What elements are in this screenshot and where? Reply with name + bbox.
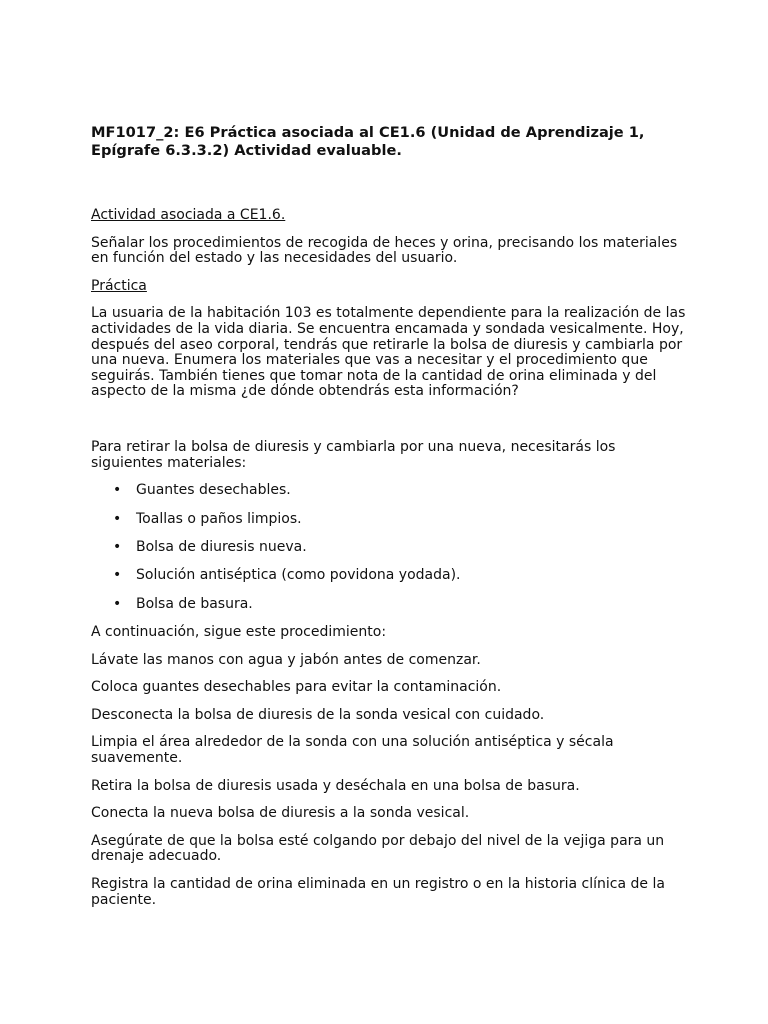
materials-list (91, 483, 691, 612)
material-text: Solución antiséptica (como povidona yodada). (136, 567, 461, 584)
bullet-icon: • (113, 595, 122, 612)
activity-heading: Actividad asociada a CE1.6. (91, 207, 286, 223)
practice-heading: Práctica (91, 277, 147, 294)
material-text: Toallas o paños limpios. (136, 510, 302, 527)
procedure-step: Registra la cantidad de orina eliminada en un registro o en la historia clínica de la paciente. (91, 876, 665, 908)
list-item (91, 540, 691, 556)
bullet-icon: • (113, 510, 122, 527)
bullet-icon: • (113, 567, 122, 584)
list-item (91, 597, 691, 613)
document-title: MF1017_2: E6 Práctica asociada al CE1.6 (Unidad de Aprendizaje 1, Epígrafe 6.3.3.2) Actividad evaluable. (91, 124, 645, 159)
bullet-icon: • (113, 538, 122, 555)
procedure-step: Asegúrate de que la bolsa esté colgando por debajo del nivel de la vejiga para un drenaje adecuado. (91, 832, 665, 865)
procedure-step: Lávate las manos con agua y jabón antes de comenzar. (91, 651, 481, 668)
procedure-step: Limpia el área alrededor de la sonda con una solución antiséptica y sécala suavemente. (91, 734, 614, 767)
bullet-icon: • (113, 482, 122, 499)
material-text: Bolsa de diuresis nueva. (136, 538, 307, 555)
list-item (91, 568, 691, 584)
materials-intro: Para retirar la bolsa de diuresis y cambiarla por una nueva, necesitarás los siguientes materiales: (91, 438, 616, 471)
procedure-step: Desconecta la bolsa de diuresis de la sonda vesical con cuidado. (91, 706, 545, 723)
procedure-intro: A continuación, sigue este procedimiento: (91, 624, 387, 641)
procedure-step: Conecta la nueva bolsa de diuresis a la sonda vesical. (91, 805, 470, 822)
list-item (91, 483, 691, 499)
section-spacer (91, 412, 691, 440)
procedure-step: Retira la bolsa de diuresis usada y deséchala en una bolsa de basura. (91, 777, 580, 794)
procedure-step: Coloca guantes desechables para evitar la contaminación. (91, 679, 502, 696)
practice-text: La usuaria de la habitación 103 es totalmente dependiente para la realización de las actividades de la vida diaria. Se encuentra encamada y sondada vesicalmente. Hoy, después del aseo corporal, tendrás que retirarle la bolsa de diuresis y cambiarla por una nueva. Enumera los materiales que vas a necesitar y el procedimiento que seguirás. También tienes que tomar nota de la cantidad de orina eliminada y del aspecto de la misma ¿de dónde obtendrás esta información? (91, 305, 686, 400)
document-page (91, 124, 691, 920)
material-text: Guantes desechables. (136, 482, 291, 499)
activity-text: Señalar los procedimientos de recogida de heces y orina, precisando los materiales en función del estado y las necesidades del usuario. (91, 234, 678, 267)
material-text: Bolsa de basura. (136, 595, 253, 612)
list-item (91, 512, 691, 528)
